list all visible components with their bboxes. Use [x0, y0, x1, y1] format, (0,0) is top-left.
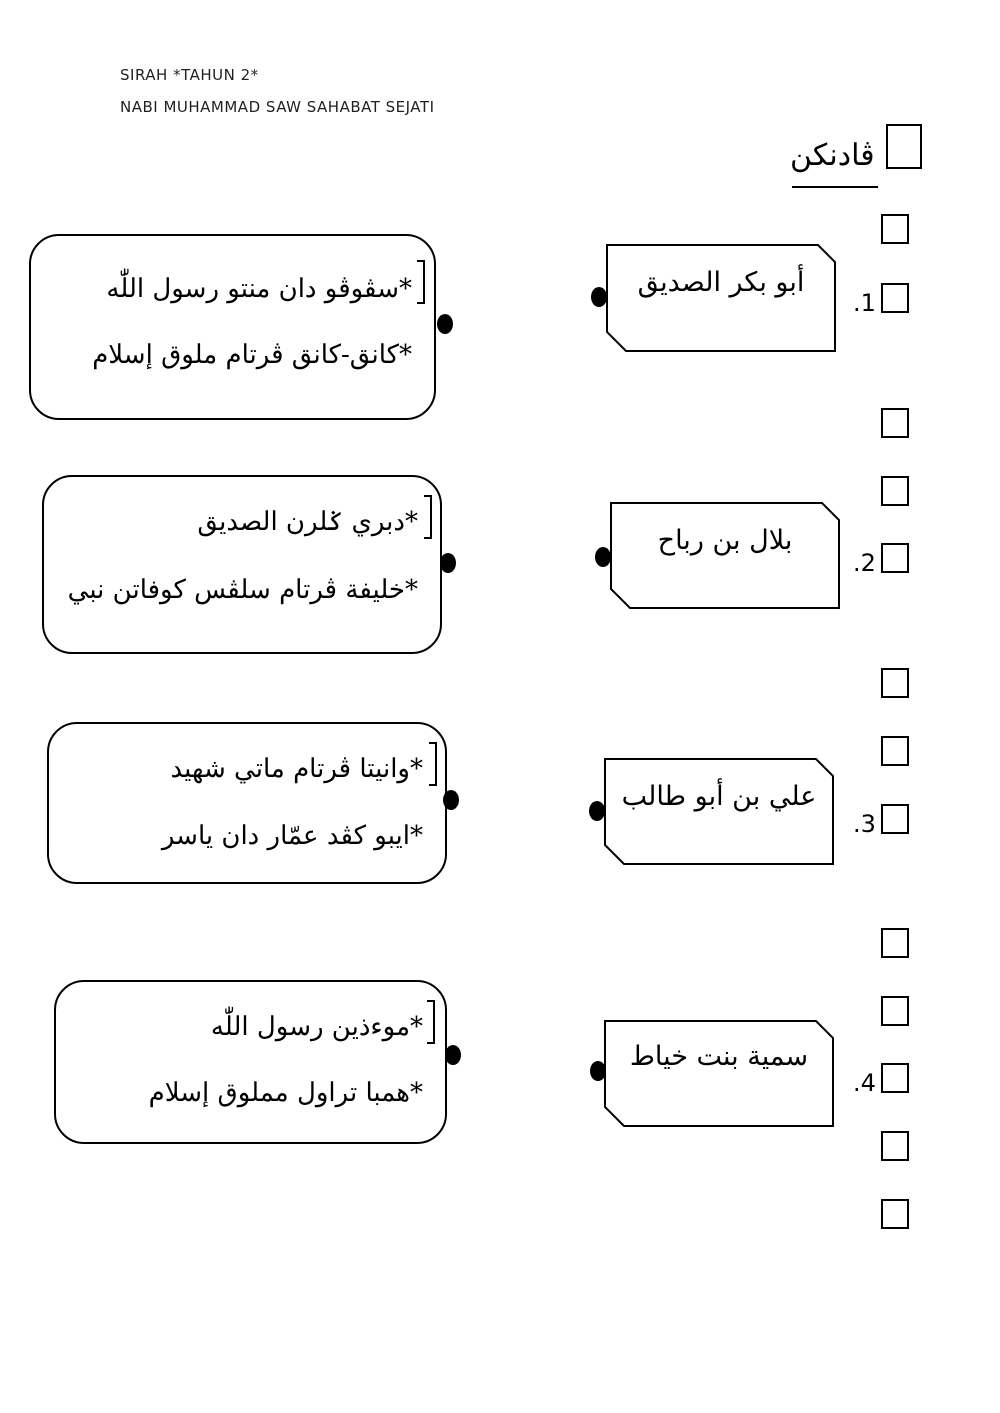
- tag-connector-dot-4[interactable]: [590, 1061, 606, 1081]
- checkbox[interactable]: [881, 736, 909, 766]
- description-card-3[interactable]: [47, 722, 447, 884]
- card-connector-dot-3[interactable]: [443, 790, 459, 810]
- tag-label: سمية بنت خياط: [629, 1041, 809, 1072]
- checkbox[interactable]: [881, 408, 909, 438]
- checkbox-item-4[interactable]: [881, 1063, 909, 1093]
- card-connector-dot-2[interactable]: [440, 553, 456, 573]
- item-number-2: .2: [853, 549, 876, 577]
- description-card-2[interactable]: [42, 475, 442, 654]
- worksheet-subject: SIRAH *TAHUN 2*: [120, 66, 259, 84]
- item-number-4: .4: [853, 1069, 876, 1097]
- tag-connector-dot-3[interactable]: [589, 801, 605, 821]
- checkbox[interactable]: [881, 996, 909, 1026]
- description-card-1[interactable]: [29, 234, 436, 420]
- checkbox[interactable]: [881, 1131, 909, 1161]
- name-tag-1[interactable]: [605, 243, 837, 353]
- item-number-1: .1: [853, 289, 876, 317]
- checkbox[interactable]: [881, 1199, 909, 1229]
- worksheet-topic: NABI MUHAMMAD SAW SAHABAT SEJATI: [120, 98, 435, 116]
- tag-label: بلال بن رباح: [657, 525, 793, 556]
- tag-label: علي بن أبو طالب: [621, 781, 817, 812]
- name-tag-4[interactable]: [603, 1019, 835, 1128]
- instruction-underline: [792, 186, 878, 188]
- tag-connector-dot-2[interactable]: [595, 547, 611, 567]
- description-line: *كانق-كانق ڤرتام ملوق إسلام: [92, 340, 412, 370]
- name-tag-2[interactable]: [609, 501, 841, 610]
- description-line: *دبري ݢلرن الصديق: [197, 507, 418, 537]
- tag-connector-dot-1[interactable]: [591, 287, 607, 307]
- checkbox[interactable]: [881, 214, 909, 244]
- checkbox[interactable]: [881, 476, 909, 506]
- tag-label: أبو بكر الصديق: [637, 267, 805, 298]
- checkbox[interactable]: [881, 668, 909, 698]
- checkbox-item-3[interactable]: [881, 804, 909, 834]
- description-line: *سڤوڤو دان منتو رسول اللّٰه: [106, 274, 412, 304]
- description-line: *همبا تراول مملوق إسلام: [148, 1078, 423, 1108]
- bracket-mark: [429, 742, 437, 786]
- item-number-3: .3: [853, 810, 876, 838]
- bracket-mark: [427, 1000, 435, 1044]
- instruction-checkbox[interactable]: [886, 124, 922, 169]
- description-card-4[interactable]: [54, 980, 447, 1144]
- instruction-text: ڤادنكن: [790, 138, 875, 173]
- checkbox-item-1[interactable]: [881, 283, 909, 313]
- card-connector-dot-4[interactable]: [445, 1045, 461, 1065]
- description-line: *موءذين رسول اللّٰه: [210, 1012, 423, 1042]
- description-line: *ايبو كڤد عمّار دان ياسر: [161, 821, 423, 851]
- card-connector-dot-1[interactable]: [437, 314, 453, 334]
- checkbox[interactable]: [881, 928, 909, 958]
- bracket-mark: [424, 495, 432, 539]
- tag-outline: [603, 1019, 835, 1128]
- bracket-mark: [417, 260, 425, 304]
- name-tag-3[interactable]: [603, 757, 835, 866]
- tag-outline: [605, 243, 837, 353]
- description-line: *خليفة ڤرتام سلڤس كوفاتن نبي: [67, 575, 418, 605]
- description-line: *وانيتا ڤرتام ماتي شهيد: [170, 754, 423, 784]
- checkbox-item-2[interactable]: [881, 543, 909, 573]
